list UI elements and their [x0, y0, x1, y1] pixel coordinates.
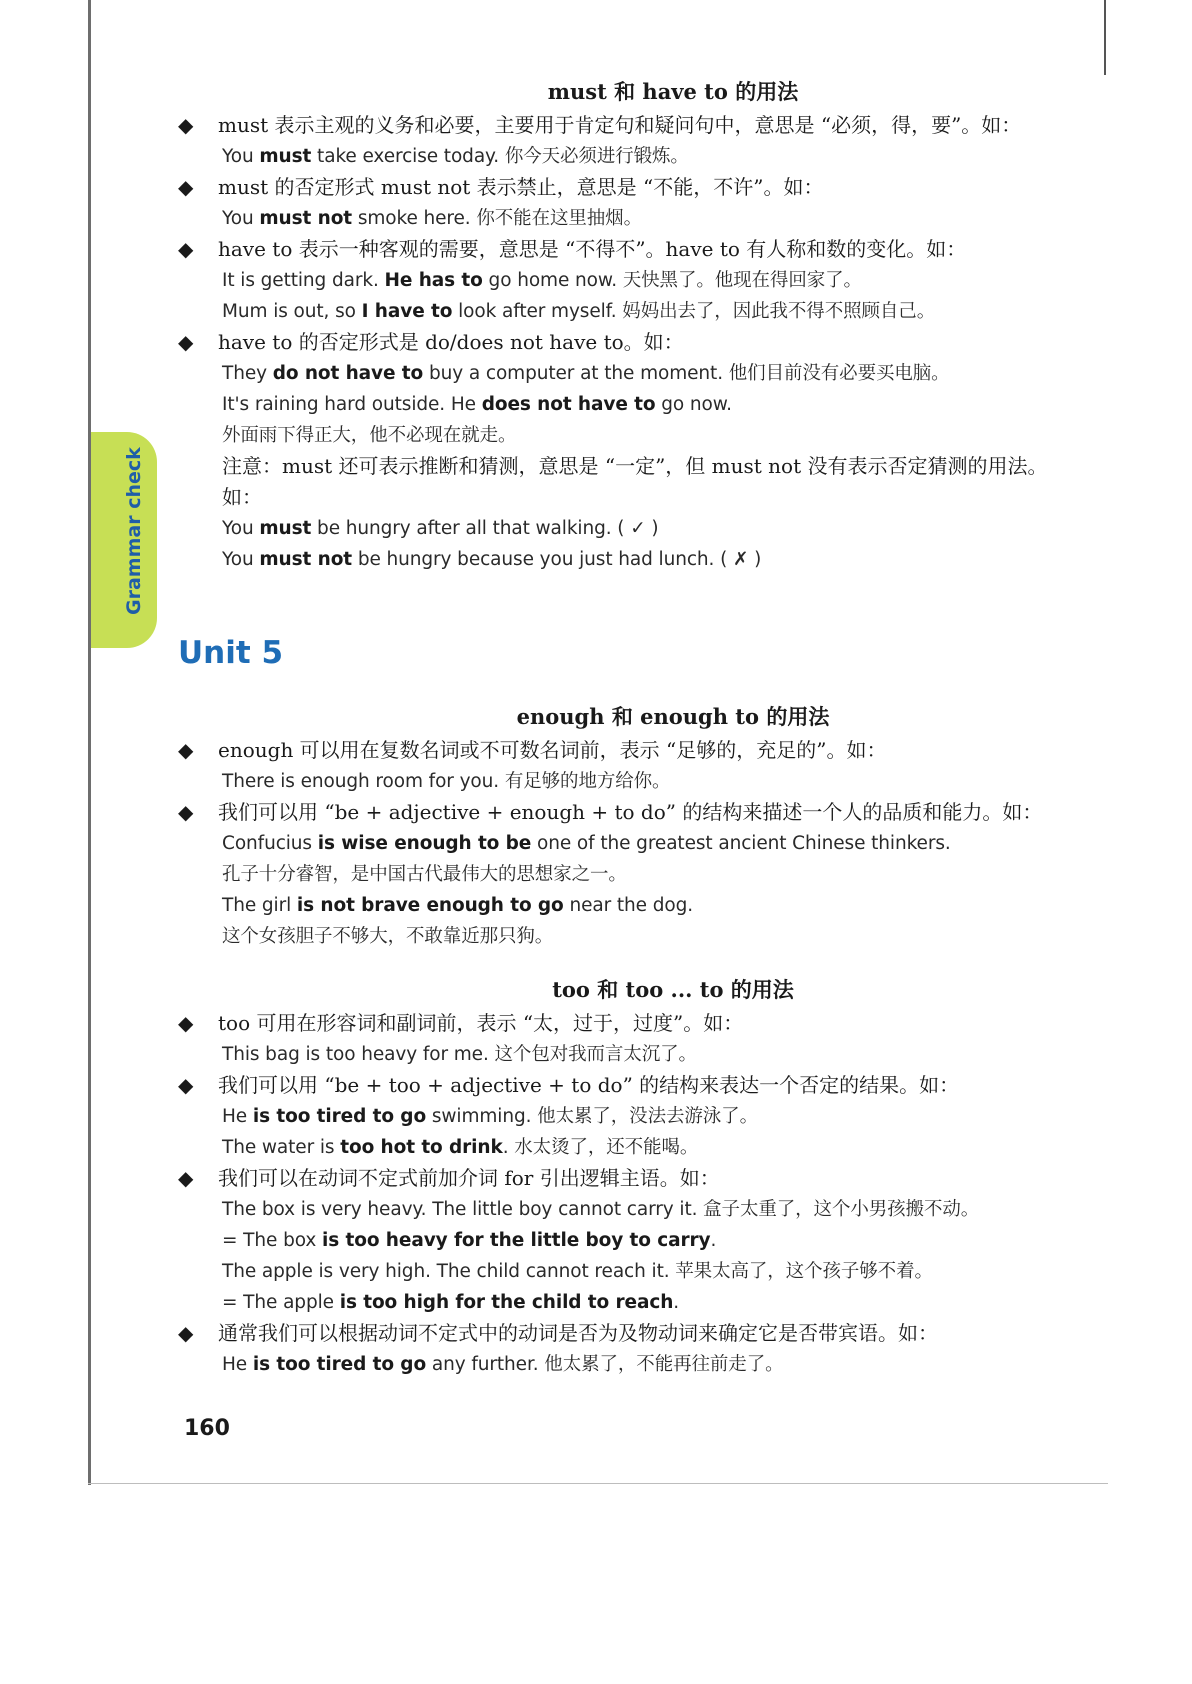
example-text: There is enough room for you. 有足够的地方给你。 — [222, 771, 671, 792]
example-text: You — [222, 549, 260, 570]
example-highlight: He has to — [384, 270, 483, 291]
section-title: too 和 too ... to 的用法 — [552, 977, 794, 1002]
example-text: You — [222, 208, 260, 229]
example-text: The box is very heavy. The little boy cannot carry it. 盒子太重了，这个小男孩搬不动。 — [222, 1199, 980, 1220]
unit-title: Unit 5 — [178, 635, 284, 671]
example-text: be hungry because you just had lunch. ( ✗ ) — [352, 549, 762, 570]
bullet-point — [178, 1163, 1078, 1194]
diamond-bullet-icon: ◆ — [178, 1011, 194, 1035]
bullet-text: have to 表示一种客观的需要，意思是 “不得不”。have to 有人称和数的变化。如： — [218, 237, 967, 261]
bullet-point — [178, 1070, 1078, 1101]
bullet-text: 我们可以用 “be + adjective + enough + to do” 的结构来描述一个人的品质和能力。如： — [218, 800, 1043, 824]
example-sentence — [222, 766, 1078, 797]
example-sentence — [222, 1349, 1078, 1380]
example-text: . — [710, 1230, 717, 1251]
example-text: Confucius — [222, 833, 318, 854]
example-highlight: do not have to — [272, 363, 424, 384]
diamond-bullet-icon: ◆ — [178, 738, 194, 762]
example-sentence — [222, 1287, 1078, 1318]
example-highlight: too hot to drink — [340, 1137, 503, 1158]
example-text: It's raining hard outside. He — [222, 394, 482, 415]
example-text: This bag is too heavy for me. 这个包对我而言太沉了。 — [222, 1044, 697, 1065]
diamond-bullet-icon: ◆ — [178, 1073, 194, 1097]
page-content — [178, 76, 1078, 1380]
example-text: go now. — [655, 394, 732, 415]
example-highlight: must — [259, 146, 312, 167]
diamond-bullet-icon: ◆ — [178, 330, 194, 354]
example-text: You — [222, 146, 260, 167]
bullet-text: enough 可以用在复数名词或不可数名词前，表示 “足够的，充足的”。如： — [218, 738, 887, 762]
example-sentence — [222, 921, 1078, 952]
section-title: must 和 have to 的用法 — [547, 79, 799, 104]
example-text: one of the greatest ancient Chinese thinkers. — [531, 833, 951, 854]
example-sentence — [222, 1225, 1078, 1256]
example-text: take exercise today. 你今天必须进行锻炼。 — [311, 146, 689, 167]
bullet-text: have to 的否定形式是 do/does not have to。如： — [218, 330, 684, 354]
bullet-text: too 可用在形容词和副词前，表示 “太，过于，过度”。如： — [218, 1011, 744, 1035]
example-text: swimming. 他太累了，没法去游泳了。 — [426, 1106, 758, 1127]
example-text: any further. 他太累了，不能再往前走了。 — [426, 1354, 784, 1375]
example-highlight: I have to — [361, 301, 453, 322]
example-text: . — [673, 1292, 680, 1313]
example-text: You — [222, 518, 260, 539]
example-sentence — [222, 1194, 1078, 1225]
bullet-point — [178, 797, 1078, 828]
example-highlight: is too heavy for the little boy to carry — [322, 1230, 711, 1251]
side-tab — [91, 432, 157, 648]
example-sentence — [222, 420, 1078, 451]
section-enough — [178, 701, 1078, 952]
page-left-edge — [88, 0, 91, 1485]
example-highlight: is too high for the child to reach — [339, 1292, 674, 1313]
bullet-text: 我们可以用 “be + too + adjective + to do” 的结构来表达一个否定的结果。如： — [218, 1073, 960, 1097]
example-highlight: is too tired to go — [252, 1354, 427, 1375]
example-highlight: is wise enough to be — [317, 833, 532, 854]
diamond-bullet-icon: ◆ — [178, 237, 194, 261]
example-sentence — [222, 828, 1078, 859]
example-sentence — [222, 513, 1078, 544]
example-text: be hungry after all that walking. ( ✓ ) — [311, 518, 659, 539]
example-text: The apple is very high. The child cannot reach it. 苹果太高了，这个孩子够不着。 — [222, 1261, 933, 1282]
diamond-bullet-icon: ◆ — [178, 113, 194, 137]
bullet-point — [178, 1008, 1078, 1039]
example-text: The girl — [222, 895, 297, 916]
section-must-have-to — [178, 76, 1078, 575]
example-text: It is getting dark. — [222, 270, 385, 291]
bullet-point — [178, 327, 1078, 358]
example-text: The water is — [222, 1137, 341, 1158]
section-too — [178, 974, 1078, 1380]
example-text: go home now. 天快黑了。他现在得回家了。 — [482, 270, 862, 291]
bullet-point — [178, 1318, 1078, 1349]
example-sentence — [222, 544, 1078, 575]
page-number: 160 — [184, 1416, 230, 1441]
example-sentence — [222, 358, 1078, 389]
example-text: 外面雨下得正大，他不必现在就走。 — [222, 425, 517, 446]
example-text: near the dog. — [563, 895, 694, 916]
example-sentence — [222, 1039, 1078, 1070]
example-text: He — [222, 1106, 253, 1127]
example-text: = The apple — [222, 1292, 340, 1313]
example-sentence — [222, 141, 1078, 172]
example-highlight: is not brave enough to go — [296, 895, 564, 916]
example-sentence — [222, 1132, 1078, 1163]
example-text: smoke here. 你不能在这里抽烟。 — [352, 208, 642, 229]
example-sentence — [222, 265, 1078, 296]
side-tab-label: Grammar check — [123, 447, 145, 615]
diamond-bullet-icon: ◆ — [178, 1166, 194, 1190]
diamond-bullet-icon: ◆ — [178, 1321, 194, 1345]
bullet-point — [178, 110, 1078, 141]
bullet-point — [178, 234, 1078, 265]
example-sentence — [222, 890, 1078, 921]
diamond-bullet-icon: ◆ — [178, 175, 194, 199]
example-text: . 水太烫了，还不能喝。 — [502, 1137, 699, 1158]
page-right-edge — [1104, 0, 1106, 75]
example-text: They — [222, 363, 273, 384]
section-title: enough 和 enough to 的用法 — [516, 704, 830, 729]
page-bottom-edge — [88, 1483, 1108, 1484]
example-text: 这个女孩胆子不够大，不敢靠近那只狗。 — [222, 926, 554, 947]
diamond-bullet-icon: ◆ — [178, 800, 194, 824]
bullet-text: must 表示主观的义务和必要，主要用于肯定句和疑问句中，意思是 “必须，得，要”。如： — [218, 113, 1022, 137]
example-text: buy a computer at the moment. 他们目前没有必要买电脑。 — [423, 363, 950, 384]
example-sentence — [222, 296, 1078, 327]
example-highlight: must not — [259, 549, 353, 570]
example-sentence — [222, 203, 1078, 234]
example-text: = The box — [222, 1230, 322, 1251]
example-text: 孔子十分睿智，是中国古代最伟大的思想家之一。 — [222, 864, 627, 885]
bullet-text: 通常我们可以根据动词不定式中的动词是否为及物动词来确定它是否带宾语。如： — [218, 1321, 938, 1345]
example-highlight: must not — [259, 208, 353, 229]
example-text: He — [222, 1354, 253, 1375]
example-highlight: must — [259, 518, 312, 539]
example-sentence — [222, 1101, 1078, 1132]
example-sentence — [222, 1256, 1078, 1287]
example-sentence — [222, 389, 1078, 420]
bullet-point — [178, 172, 1078, 203]
bullet-text: 我们可以在动词不定式前加介词 for 引出逻辑主语。如： — [218, 1166, 720, 1190]
bullet-text: must 的否定形式 must not 表示禁止，意思是 “不能，不许”。如： — [218, 175, 824, 199]
example-highlight: is too tired to go — [252, 1106, 427, 1127]
example-highlight: does not have to — [481, 394, 656, 415]
example-text: Mum is out, so — [222, 301, 362, 322]
example-sentence — [222, 859, 1078, 890]
example-text: look after myself. 妈妈出去了，因此我不得不照顾自己。 — [452, 301, 936, 322]
note-text: 注意：must 还可表示推断和猜测，意思是 “一定”，但 must not 没有表示否定猜测的用法。如： — [222, 454, 1048, 509]
bullet-point — [178, 735, 1078, 766]
